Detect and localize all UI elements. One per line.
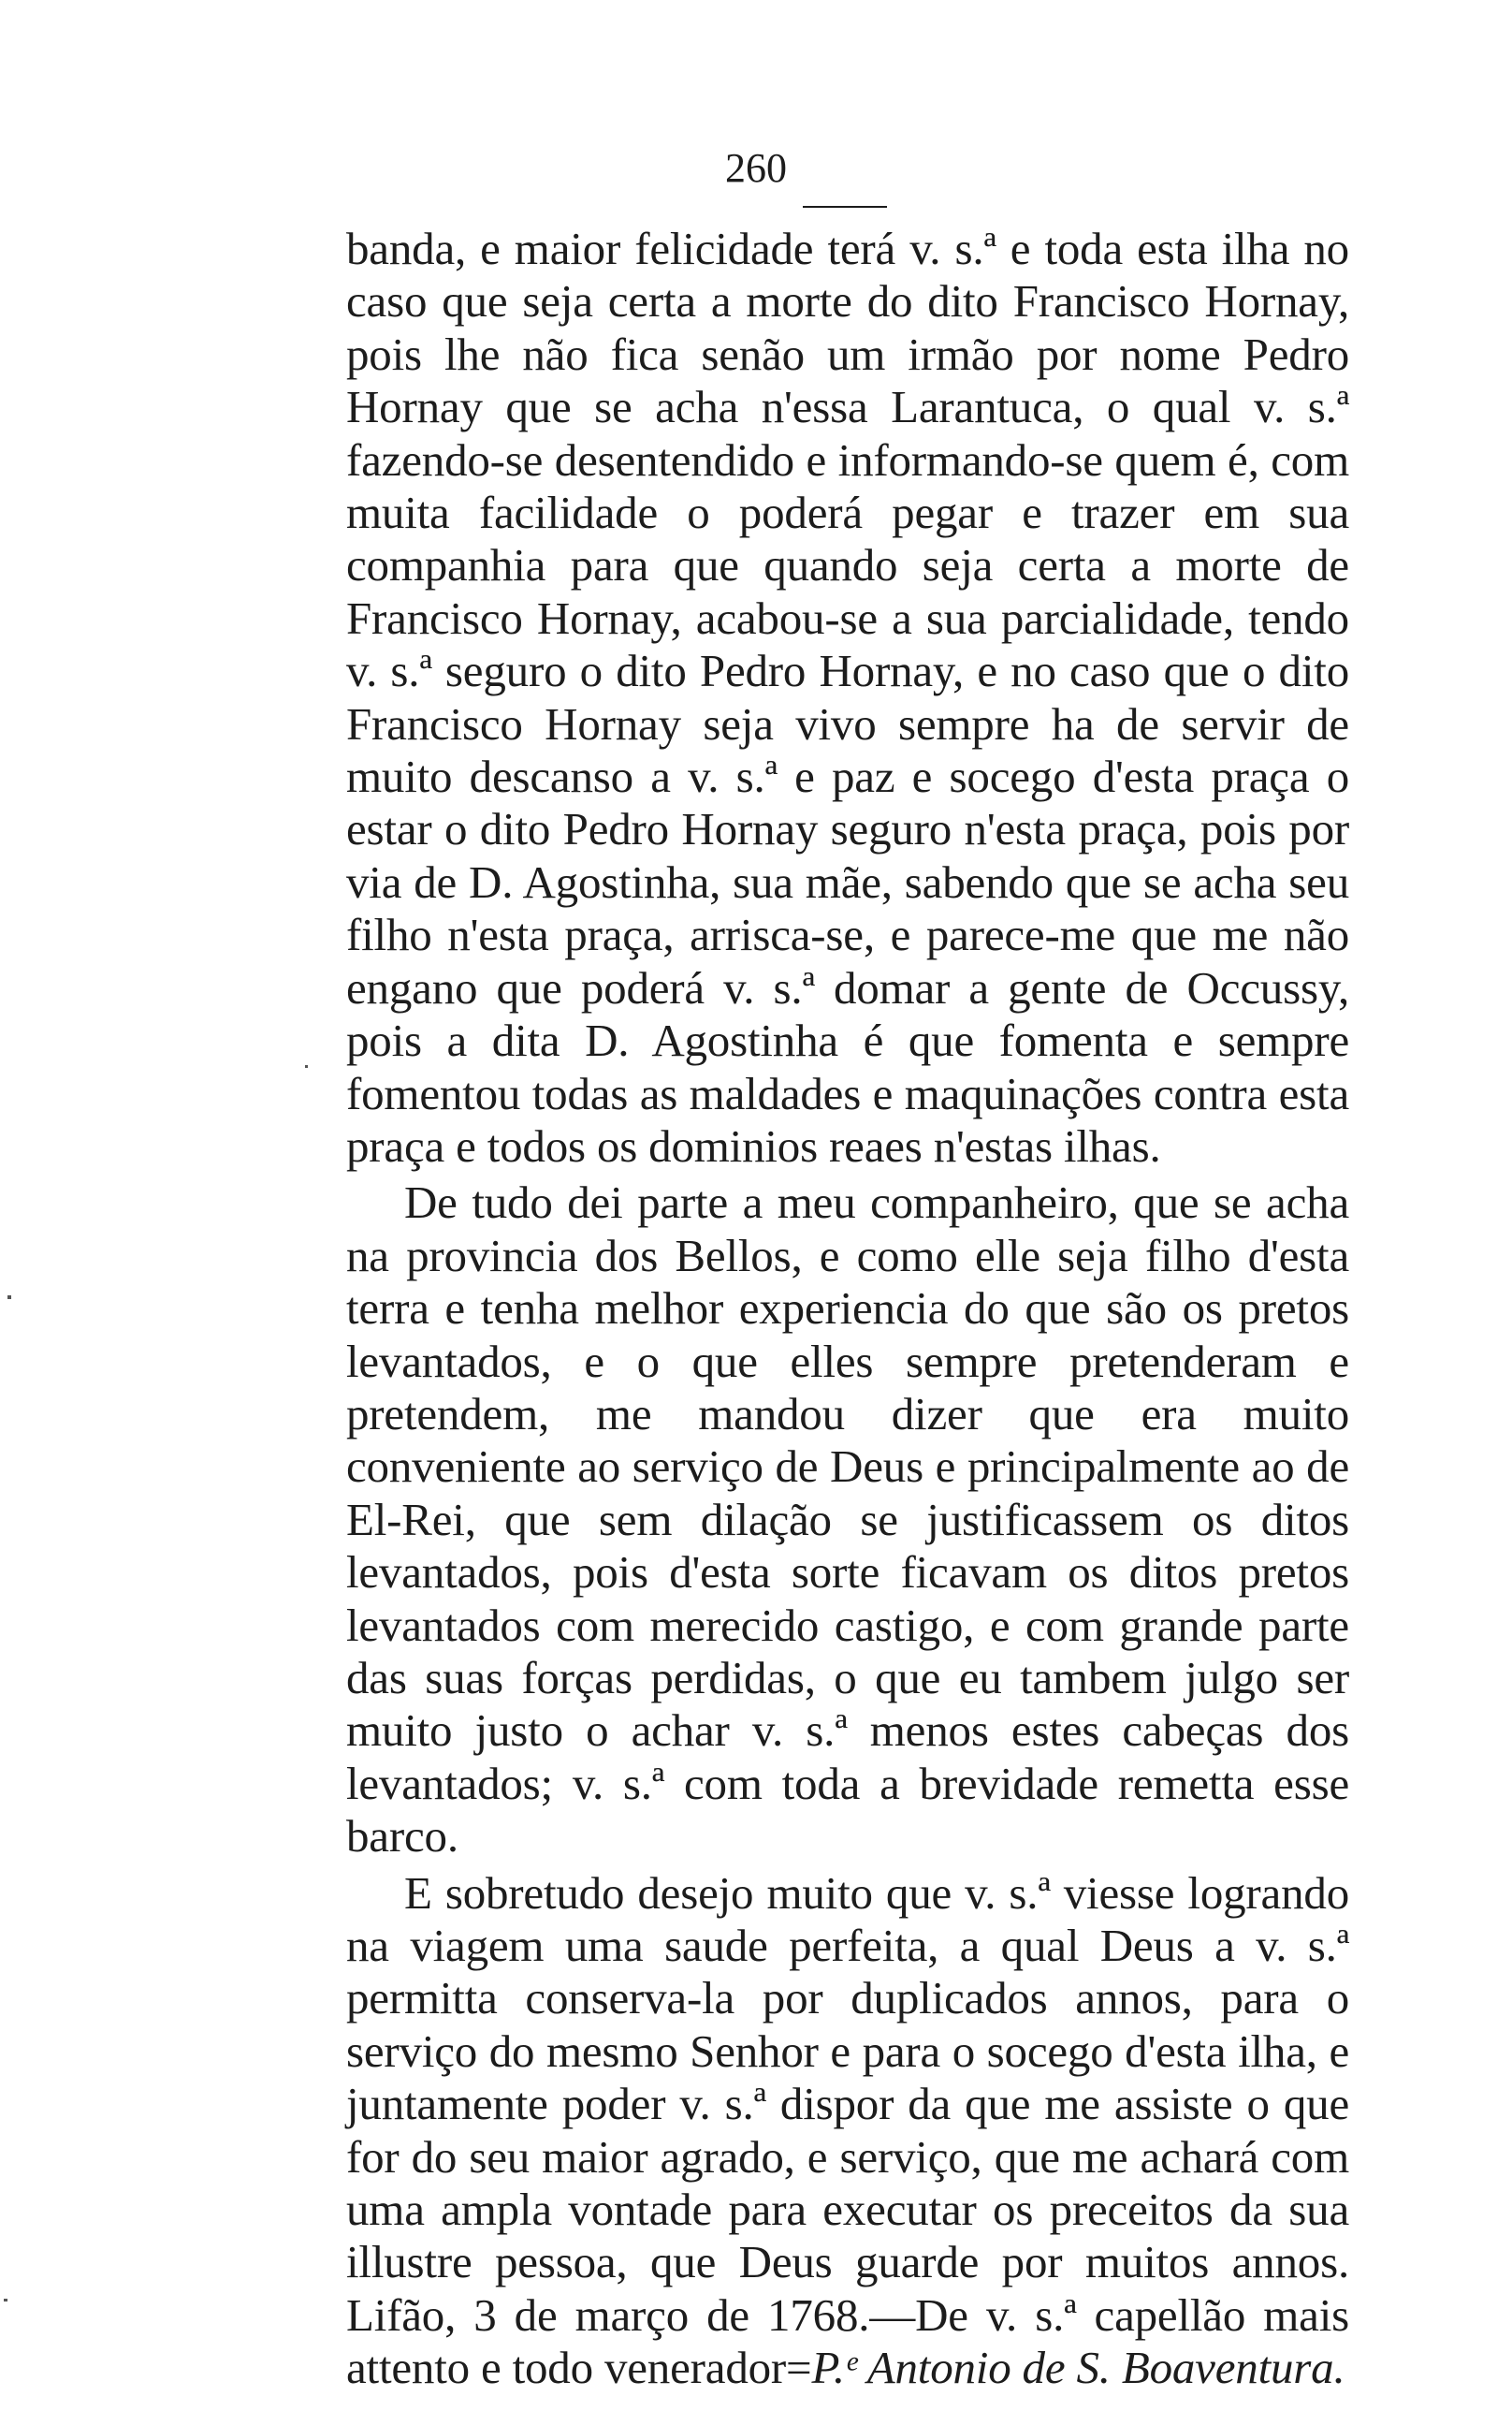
page-number: 260 — [725, 145, 787, 191]
header-rule — [803, 206, 887, 208]
paragraph-2: De tudo dei parte a meu companheiro, que se acha na provincia dos Bellos, e como elle seja filho d'esta terra e tenha melhor experiencia do que são os pretos levantados, e o que elles sempre pretenderam e pretendem, me mandou dizer que era muito conveniente ao serviço de Deus e principalmente ao de El-Rei, que sem dilação se justificassem os ditos levantados, pois d'esta sorte ficavam os ditos pretos levantados com merecido castigo, e com grande parte das suas forças perdidas, o que eu tambem julgo ser muito justo o achar v. s.ª menos estes cabeças dos levantados; v. s.ª com toda a brevidade remetta esse barco. — [346, 1176, 1349, 1863]
signature: P.ᵉ Antonio de S. Boaventura. — [811, 2342, 1345, 2394]
paragraph-1: banda, e maior felicidade terá v. s.ª e toda esta ilha no caso que seja certa a morte do dito Francisco Hornay, pois lhe não fica senão um irmão por nome Pedro Hornay que se acha n'essa Larantuca, o qual v. s.ª fazendo-se desentendido e informando-se quem é, com muita facilidade o poderá pegar e trazer em sua companhia para que quando seja certa a morte de Francisco Hornay, acabou-se a sua parcialidade, tendo v. s.ª seguro o dito Pedro Hornay, e no caso que o dito Francisco Hornay seja vivo sempre ha de servir de muito descanso a v. s.ª e paz e socego d'esta praça o estar o dito Pedro Hornay seguro n'esta praça, pois por via de D. Agostinha, sua mãe, sabendo que se acha seu filho n'esta praça, arrisca-se, e parece-me que me não engano que poderá v. s.ª domar a gente de Occussy, pois a dita D. Agostinha é que fomenta e sempre fomentou todas as maldades e maquinações contra esta praça e todos os dominios reaes n'estas ilhas. — [346, 223, 1349, 1172]
paragraph-3 — [346, 1867, 1349, 2395]
margin-mark — [4, 2299, 7, 2301]
margin-mark — [7, 1295, 11, 1299]
margin-mark — [305, 1065, 308, 1068]
paragraph-3-text: E sobretudo desejo muito que v. s.ª viesse logrando na viagem uma saude perfeita, a qual Deus a v. s.ª permitta conserva-la por duplicados annos, para o serviço do mesmo Senhor e para o socego d'esta ilha, e juntamente poder v. s.ª dispor da que me assiste o que for do seu maior agrado, e serviço, que me achará com uma ampla vontade para executar os preceitos da sua illustre pessoa, que Deus guarde por muitos annos. Lifão, 3 de março de 1768.—De v. s.ª capellão mais attento e todo venerador= — [346, 1866, 1349, 2394]
body-text — [346, 223, 1349, 2395]
